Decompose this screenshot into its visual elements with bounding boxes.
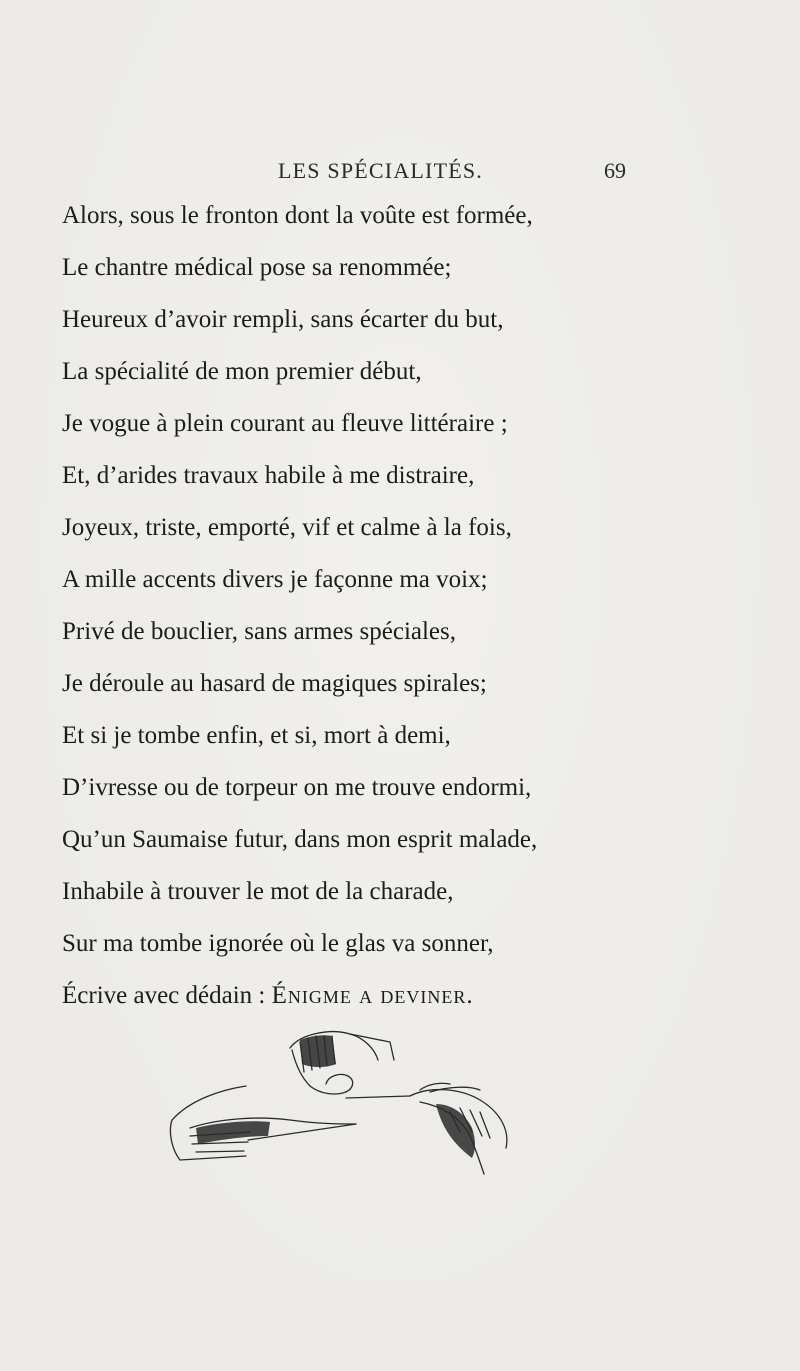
poem-line: Je vogue à plein courant au fleuve littéraire ; <box>62 410 508 437</box>
poem-line: Sur ma tombe ignorée où le glas va sonner, <box>62 930 494 957</box>
poem-line: Inhabile à trouver le mot de la charade, <box>62 878 454 905</box>
last-line-text: Écrive avec dédain : <box>62 982 272 1009</box>
poem-line: Et, d’arides travaux habile à me distraire, <box>62 462 475 489</box>
poem-line: Je déroule au hasard de magiques spirales; <box>62 670 487 697</box>
poem-line: La spécialité de mon premier début, <box>62 358 422 385</box>
hands-with-quill-engraving-icon <box>150 1020 530 1190</box>
poem-line: Le chantre médical pose sa renommée; <box>62 254 452 281</box>
poem-line: Heureux d’avoir rempli, sans écarter du but, <box>62 306 504 333</box>
poem-line: A mille accents divers je façonne ma voix; <box>62 566 488 593</box>
poem-line: Qu’un Saumaise futur, dans mon esprit malade, <box>62 826 538 853</box>
poem-line: Joyeux, triste, emporté, vif et calme à la fois, <box>62 514 512 541</box>
poem-line: D’ivresse ou de torpeur on me trouve endormi, <box>62 774 532 801</box>
running-head <box>0 158 800 188</box>
page-number: 69 <box>604 158 626 183</box>
poem-line: Alors, sous le fronton dont la voûte est formée, <box>62 202 533 229</box>
running-title: LES SPÉCIALITÉS. <box>278 158 483 183</box>
poem-last-line <box>62 970 762 1022</box>
poem-line: Et si je tombe enfin, et si, mort à demi, <box>62 722 451 749</box>
enigma-phrase: Énigme a deviner. <box>271 982 474 1009</box>
poem <box>62 190 762 1022</box>
poem-line: Privé de bouclier, sans armes spéciales, <box>62 618 457 645</box>
